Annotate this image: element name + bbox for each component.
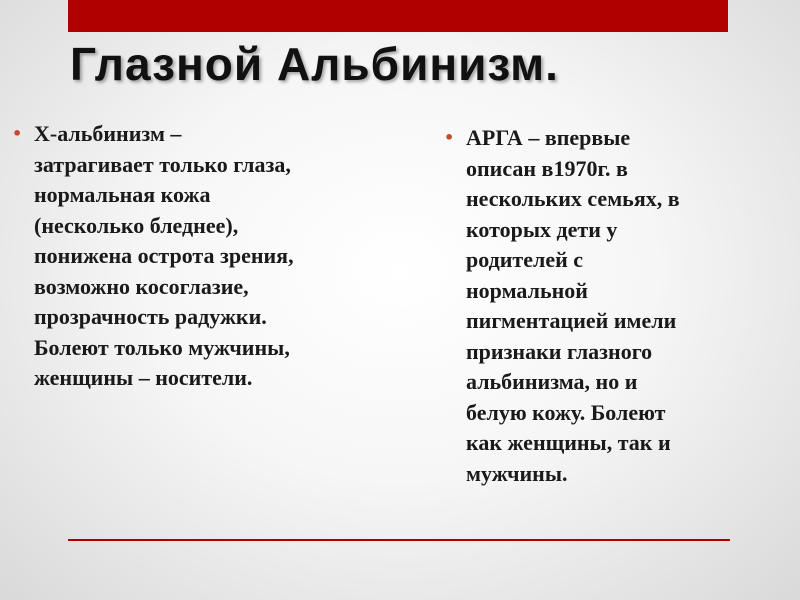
bullet-marker: • <box>12 124 23 143</box>
slide-title: Глазной Альбинизм. <box>70 38 559 90</box>
right-bullet-line: нескольких семьях, в <box>466 186 680 211</box>
right-bullet-block <box>444 123 786 489</box>
left-bullet-line: затрагивает только глаза, <box>34 151 291 177</box>
left-bullet-line: Х-альбинизм – <box>34 121 182 146</box>
left-bullet-line: нормальная кожа <box>34 182 211 207</box>
left-bullet-line: (несколько бледнее), <box>34 212 239 238</box>
bullet-marker: • <box>444 128 455 147</box>
left-bullet-line: Болеют только мужчины, <box>34 334 290 360</box>
right-bullet-line: которых дети у <box>466 216 618 242</box>
right-bullet-line: нормальной <box>466 277 588 303</box>
right-bullet-line: АРГА – впервые <box>466 125 631 150</box>
left-bullet-line: прозрачность радужки. <box>34 304 267 329</box>
right-bullet-line: пигментацией имели <box>466 308 677 333</box>
right-bullet-line: признаки глазного <box>466 338 653 364</box>
right-bullet-line: белую кожу. Болеют <box>466 399 666 425</box>
top-accent-bar <box>68 0 728 32</box>
bottom-divider-line <box>68 539 730 541</box>
right-bullet-line: мужчины. <box>466 460 568 486</box>
right-bullet-line: альбинизма, но и <box>466 369 638 394</box>
right-bullet-line: родителей с <box>466 247 584 272</box>
left-bullet-line: женщины – носители. <box>34 365 253 390</box>
right-bullet-line: описан в1970г. в <box>466 155 628 181</box>
left-bullet-line: возможно косоглазие, <box>34 273 249 299</box>
left-bullet-line: понижена острота зрения, <box>34 243 294 268</box>
right-bullet-line: как женщины, так и <box>466 430 671 455</box>
left-bullet-block <box>12 119 412 394</box>
